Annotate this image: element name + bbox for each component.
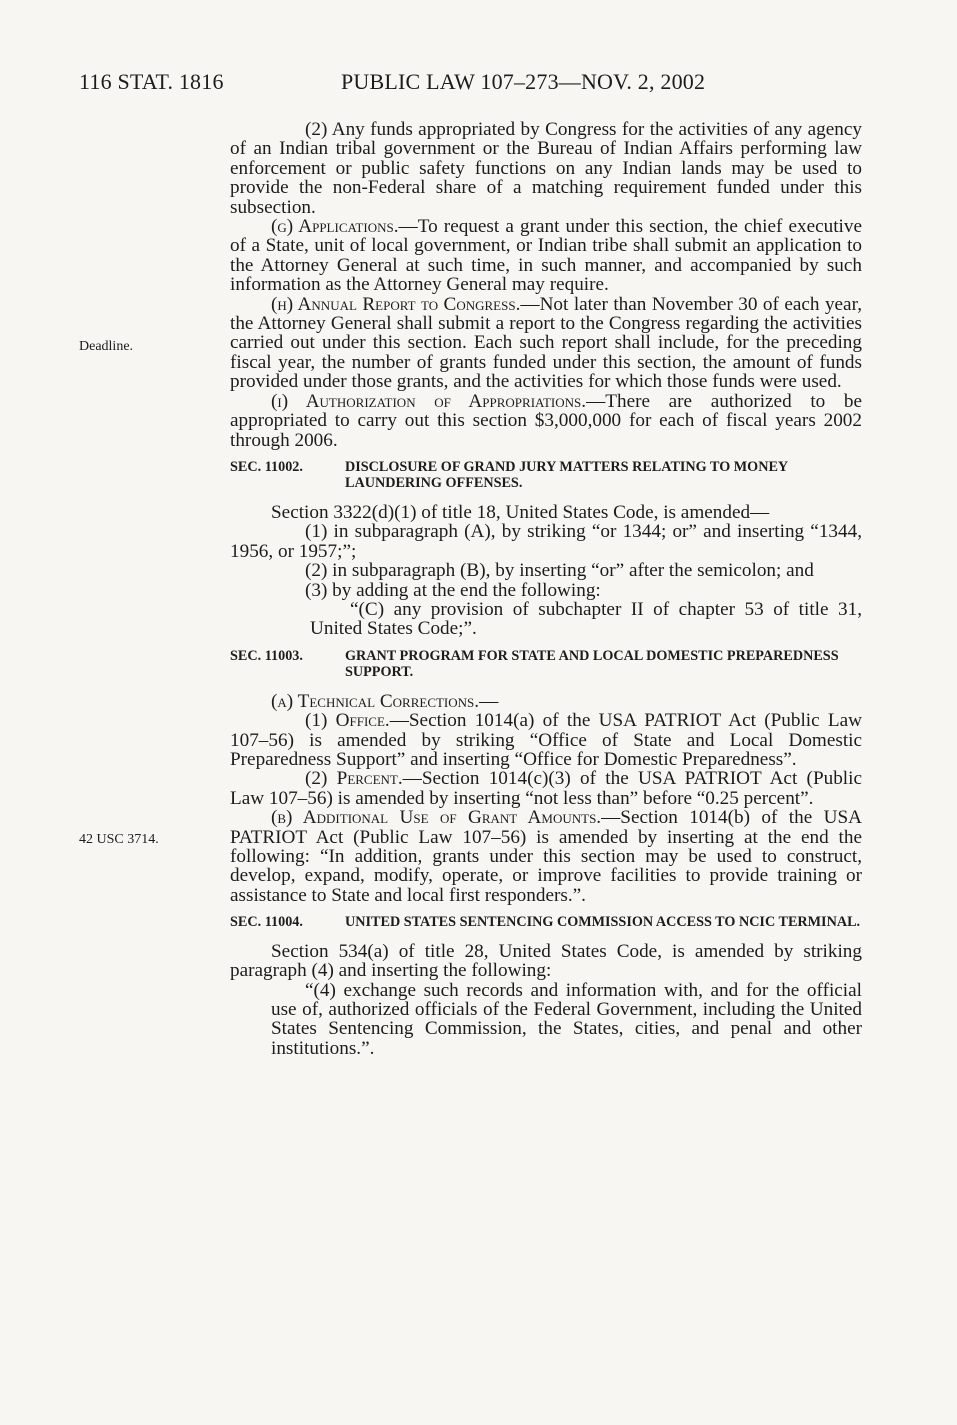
margin-note-usc: 42 USC 3714. — [79, 832, 159, 847]
heading-additional-use: (b) Additional Use of Grant Amounts. — [271, 807, 602, 829]
section-heading-11002 — [230, 459, 862, 492]
text-authorization: —There are authorized to be appropriated to carry out this section $3,000,000 for each of fiscal years 2002 through 2006. — [230, 390, 862, 451]
section-number: SEC. 11002. — [230, 458, 303, 475]
section-title: UNITED STATES SENTENCING COMMISSION ACCESS TO NCIC TERMINAL. — [345, 914, 861, 931]
heading-authorization: (i) Authorization of Appropriations. — [271, 390, 587, 412]
section-11002-item-3: (3) by adding at the end the following: — [305, 579, 601, 601]
text-applications: —To request a grant under this section, the chief executive of a State, unit of local government, or Indian tribe shall submit an application to the Attorney General at such time, in such manner, and accompanied by such information as the Attorney General may require. — [230, 216, 862, 296]
section-11002-item-1: (1) in subparagraph (A), by striking “or 1344; or” and inserting “1344, 1956, or 1957;”; — [230, 521, 862, 562]
section-heading-11003 — [230, 648, 862, 681]
text-office: —Section 1014(a) of the USA PATRIOT Act (Public Law 107–56) is amended by striking “Office of State and Local Domestic Preparedness Support” and inserting “Office for Domestic Preparedness”. — [230, 710, 862, 770]
paragraph-b — [230, 808, 862, 905]
paragraph-a2 — [230, 769, 862, 808]
heading-percent: (2) Percent. — [305, 768, 403, 790]
section-11002-intro: Section 3322(d)(1) of title 18, United States Code, is amended— — [271, 501, 770, 523]
heading-applications: (g) Applications. — [271, 216, 399, 238]
paragraph-i — [230, 392, 862, 450]
section-11002-quote: “(C) any provision of subchapter II of chapter 53 of title 31, United States Code;”. — [310, 598, 862, 640]
section-title: GRANT PROGRAM FOR STATE AND LOCAL DOMESTIC PREPAREDNESS SUPPORT. — [345, 647, 839, 681]
section-title: DISCLOSURE OF GRAND JURY MATTERS RELATING TO MONEY LAUNDERING OFFENSES. — [345, 458, 788, 492]
text-additional-use: —Section 1014(b) of the USA PATRIOT Act (Public Law 107–56) is amended by inserting at the end the following: “In addition, grants under this section may be used to construct, develop, expand, modify, operate, or improve facilities to provide training or assistance to State and local first responders.”. — [230, 807, 862, 906]
section-number: SEC. 11004. — [230, 914, 303, 931]
paragraph-a1 — [230, 711, 862, 769]
paragraph-g — [230, 217, 862, 295]
text-annual-report: —Not later than November 30 of each year, the Attorney General shall submit a report to the Congress regarding the activities carried out under this section. Each such report shall include, for the preceding fiscal year, the number of grants funded under this section, the amount of funds provided under those grants, and the activities for which those funds were used. — [230, 293, 862, 393]
text-percent: —Section 1014(c)(3) of the USA PATRIOT Act (Public Law 107–56) is amended by inserting “not less than” before “0.25 percent”. — [230, 768, 862, 809]
main-text — [230, 120, 862, 1058]
paragraph-h — [230, 295, 862, 392]
section-11004-intro: Section 534(a) of title 28, United States Code, is amended by striking paragraph (4) and inserting the following: — [230, 940, 862, 982]
section-11002-item-2: (2) in subparagraph (B), by inserting “or” after the semicolon; and — [305, 560, 814, 582]
page-citation: 116 STAT. 1816 — [79, 69, 224, 94]
heading-annual-report: (h) Annual Report to Congress. — [271, 293, 521, 315]
heading-technical-corrections: (a) Technical Corrections.— — [271, 690, 499, 712]
running-header: PUBLIC LAW 107–273—NOV. 2, 2002 — [341, 69, 706, 94]
section-heading-11004 — [230, 914, 862, 931]
section-number: SEC. 11003. — [230, 647, 303, 664]
margin-note-deadline: Deadline. — [79, 339, 134, 354]
section-11004-quote: “(4) exchange such records and information with, and for the official use of, authorized officials of the Federal Government, including the United States Sentencing Commission, the States, cities, and penal and other institutions.”. — [271, 979, 862, 1059]
paragraph-f2: (2) Any funds appropriated by Congress for the activities of any agency of an Indian tribal government or the Bureau of Indian Affairs performing law enforcement or public safety functions on any Indian lands may be used to provide the non-Federal share of a matching requirement funded under this subsection. — [230, 119, 862, 218]
heading-office: (1) Office. — [305, 710, 390, 732]
